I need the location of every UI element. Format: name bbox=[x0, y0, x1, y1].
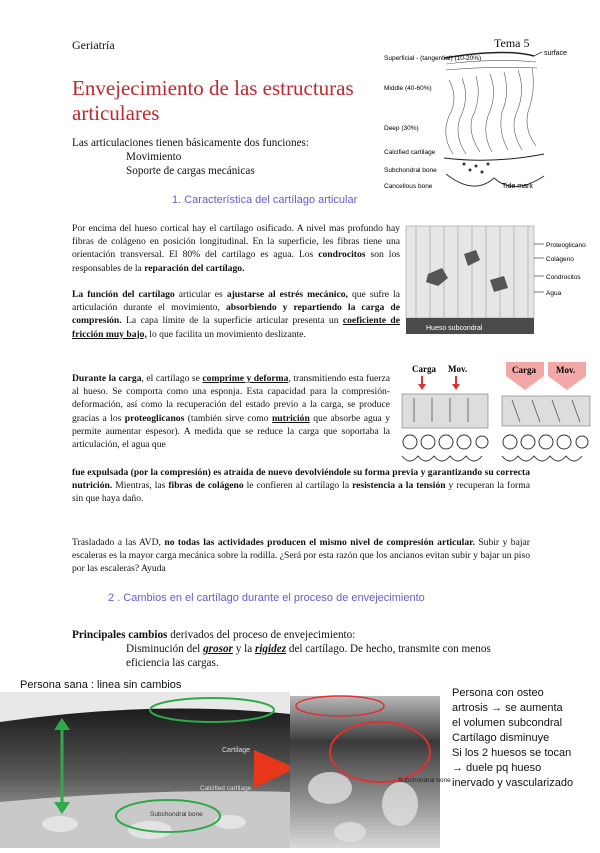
p3-durante: Durante la carga bbox=[72, 373, 142, 384]
p3-resistencia: resistencia a la tensión bbox=[352, 480, 446, 492]
cartilage-zones-figure bbox=[384, 46, 584, 200]
paragraph-cartilage-description bbox=[72, 222, 400, 275]
fig4-label-subchondral: Subchondral bone bbox=[150, 811, 203, 818]
note-line-4: Cartílago disminuye bbox=[452, 732, 550, 744]
p3-text-b: , el cartílago se bbox=[141, 373, 203, 384]
p3-expulsada: fue expulsada (por la compresión) es atraída de nuevo devolviéndole su forma previa y garantizando su correcta nutrición. bbox=[72, 467, 530, 492]
p5-text-g: del cartílago. De hecho, transmite con menos eficiencia las cargas. bbox=[126, 643, 491, 669]
note-line-6: → duele pq hueso bbox=[452, 762, 542, 774]
fig1-label-deep: Deep (30%) bbox=[384, 125, 419, 132]
note-line-5: Si los 2 huesos se tocan bbox=[452, 747, 572, 759]
fig4-label-cartilage: Cartilage bbox=[222, 747, 251, 754]
p1-reparacion: reparación del cartílago. bbox=[144, 262, 245, 274]
p2-text-d: que sufre la articulación durante el movimiento, bbox=[72, 289, 400, 314]
histology-comparison-figure bbox=[0, 692, 451, 848]
p5-text-c: Disminución del bbox=[126, 643, 204, 655]
p1-condrocitos: condrocitos bbox=[318, 249, 366, 261]
fig2-label-agua: Agua bbox=[546, 290, 562, 297]
p2-funcion: La función del cartílago bbox=[72, 289, 175, 300]
fig1-label-surface: surface bbox=[544, 50, 567, 57]
fig2-caption: Hueso subcondral bbox=[426, 325, 483, 332]
p3-text-h: que absorbe agua y permite aumentar espesor). A medida que se reduce la carga que soportaba la articulación, el agua que bbox=[72, 412, 390, 451]
fig3-carga-left: Carga bbox=[412, 364, 436, 374]
fig1-label-middle: Middle (40-60%) bbox=[384, 85, 432, 92]
fig1-label-superficial: Superficial - (tangential) (10-20%) bbox=[384, 55, 482, 62]
fig3-mov-left: Mov. bbox=[448, 364, 468, 374]
p3-text-j: Mientras, las bbox=[112, 480, 169, 492]
p3-comprime: comprime y deforma bbox=[202, 373, 289, 384]
p2-text-b: articular es bbox=[174, 289, 227, 300]
section-2-heading: 2 . Cambios en el cartílago durante el proceso de envejecimiento bbox=[108, 592, 425, 604]
intro-item-1: Movimiento bbox=[126, 151, 182, 163]
fig1-label-cancellous: Cancellous bone bbox=[384, 183, 433, 190]
p4-text-c: Subir y bajar escaleras es la mayor carga mecánica sobre la rodilla. ¿Será por esta razón que los ancianos evitan subir y bajar un piso por las escaleras? Ayuda bbox=[72, 537, 530, 575]
p5-line-1 bbox=[72, 628, 532, 642]
cartilage-structure-figure bbox=[406, 226, 596, 334]
p3-text-f: (también sirve como bbox=[184, 412, 272, 424]
fig2-label-condrocitos: Condrocitos bbox=[546, 274, 581, 281]
load-compression-figure bbox=[398, 360, 594, 478]
p2-text-h: lo que facilita un movimiento deslizante. bbox=[146, 328, 306, 340]
fig2-label-colageno: Colágeno bbox=[546, 256, 574, 263]
p5-text-b: derivados del proceso de envejecimiento: bbox=[167, 629, 356, 641]
histology-comparison-drawing bbox=[0, 692, 451, 848]
paragraph-avd bbox=[72, 536, 530, 576]
note-line-2: artrosis → se aumenta bbox=[452, 702, 563, 714]
intro-line: Las articulaciones tienen básicamente dos funciones: bbox=[72, 137, 310, 149]
p4-text-a: Trasladado a las AVD, bbox=[72, 537, 165, 548]
p1-text-a: Por encima del hueso cortical hay el cartílago osificado. A nivel mas profundo hay fibras de colágeno en posición longitudinal. En la superficie, les fibras tiene una orientación transversal. El 80% del cartílago es agua. Los bbox=[72, 223, 400, 261]
fig1-label-calcified: Calcified cartilage bbox=[384, 149, 436, 156]
paragraph-load-behavior-a bbox=[72, 372, 390, 451]
p1-text-c: son los responsables de la bbox=[72, 249, 400, 274]
section-1-heading: 1. Característica del cartílago articular bbox=[172, 194, 358, 206]
p3-proteoglicanos: proteoglicanos bbox=[124, 412, 185, 424]
p3-nutricion: nutrición bbox=[271, 412, 310, 424]
fig1-label-tidemark: Tide mark bbox=[502, 183, 533, 190]
paragraph-cartilage-function bbox=[72, 288, 400, 341]
page-title bbox=[72, 76, 354, 126]
fig1-label-subchondral: Subchondral bone bbox=[384, 167, 437, 174]
p3-text-n: y recuperan la forma sin que haya daño. bbox=[72, 480, 530, 505]
fig3-carga-right: Carga bbox=[512, 365, 536, 375]
handwritten-healthy-note: Persona sana : linea sin cambios bbox=[20, 679, 182, 691]
handwritten-osteoarthritis-notes bbox=[452, 686, 600, 791]
fig4-label-calcified: Calcified cartilage bbox=[200, 785, 252, 792]
p5-line-2 bbox=[72, 642, 532, 670]
cartilage-structure-drawing bbox=[406, 226, 596, 334]
cartilage-zones-drawing bbox=[384, 46, 584, 200]
fig2-label-proteoglicano: Proteoglicano bbox=[546, 242, 586, 249]
note-line-3: el volumen subcondral bbox=[452, 717, 563, 729]
p4-no-todas: no todas las actividades producen el mismo nivel de compresión articular. bbox=[164, 537, 475, 548]
page-title-line-1: Envejecimiento de las estructuras bbox=[72, 76, 354, 100]
paragraph-load-behavior-b bbox=[72, 466, 530, 506]
p5-grosor: grosor bbox=[203, 643, 233, 655]
p2-coeficiente: coeficiente de fricción muy bajo, bbox=[72, 315, 400, 340]
paragraph-main-changes bbox=[72, 628, 532, 670]
page-title-line-2: articulares bbox=[72, 101, 160, 125]
p3-text-d: , transmitiendo esta fuerza al hueso. Se comporta como una esponja. Esta capacidad para la compresión-deformación, así como la recuperación del estado previo a la carga, se produce gracias a los bbox=[72, 373, 390, 424]
p5-text-e: y la bbox=[232, 643, 255, 655]
note-line-7: inervado y vascularizado bbox=[452, 777, 574, 789]
p5-rigidez: rigidez bbox=[254, 643, 287, 655]
p5-principales: Principales cambios bbox=[72, 629, 168, 641]
fig4-label-subchondral-right: Subchondral bone bbox=[398, 777, 451, 784]
load-compression-drawing bbox=[398, 360, 594, 478]
intro bbox=[72, 136, 372, 178]
p3-fibras: fibras de colágeno bbox=[168, 480, 244, 492]
p2-text-f: La capa límite de la superficie articular presenta un bbox=[121, 315, 343, 327]
p3-text-l: le confieren al cartílago la bbox=[243, 480, 353, 492]
p2-ajustarse: ajustarse al estrés mecánico, bbox=[226, 289, 348, 300]
fig3-mov-right: Mov. bbox=[556, 365, 576, 375]
header-subject: Geriatría bbox=[72, 38, 115, 52]
intro-item-2: Soporte de cargas mecánicas bbox=[126, 165, 255, 177]
p2-absorbiendo: absorbiendo y repartiendo la carga de compresión. bbox=[72, 302, 400, 327]
note-line-1: Persona con osteo bbox=[452, 687, 544, 699]
header-topic: Tema 5 bbox=[494, 36, 530, 50]
